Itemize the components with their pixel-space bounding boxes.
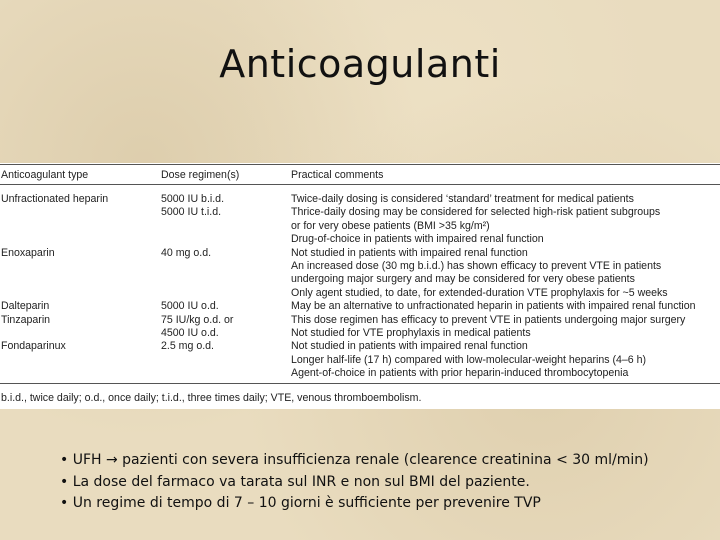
header-practical-comments: Practical comments xyxy=(291,169,384,181)
cell-comment: Not studied for VTE prophylaxis in medical patients xyxy=(291,327,531,339)
table-row xyxy=(0,247,720,260)
table-row xyxy=(0,340,720,353)
cell-comment: Only agent studied, to date, for extended-duration VTE prophylaxis for ~5 weeks xyxy=(291,286,668,299)
anticoagulant-table xyxy=(0,163,720,409)
table-row xyxy=(0,220,720,233)
bullet-item: • UFH → pazienti con severa insufficienza renale (clearence creatinina < 30 ml/min) xyxy=(60,452,649,468)
table-top-rule xyxy=(0,164,720,165)
table-row xyxy=(0,314,720,327)
cell-dose: 40 mg o.d. xyxy=(161,246,212,259)
table-header-row xyxy=(0,169,720,181)
header-anticoagulant-type: Anticoagulant type xyxy=(1,169,89,181)
bullet-list xyxy=(60,450,710,515)
cell-comment: or for very obese patients (BMI >35 kg/m²) xyxy=(291,219,490,232)
cell-anticoagulant: Enoxaparin xyxy=(1,246,55,259)
table-footnote: b.i.d., twice daily; o.d., once daily; t.i.d., three times daily; VTE, venous thromboembolism. xyxy=(1,392,422,404)
cell-comment: Longer half-life (17 h) compared with low-molecular-weight heparins (4–6 h) xyxy=(291,353,647,366)
table-row xyxy=(0,233,720,246)
slide-title: Anticoagulanti xyxy=(219,42,501,86)
cell-dose: 5000 IU t.i.d. xyxy=(161,206,222,219)
cell-comment: This dose regimen has efficacy to prevent VTE in patients undergoing major surgery xyxy=(291,313,686,326)
cell-comment: An increased dose (30 mg b.i.d.) has shown efficacy to prevent VTE in patients xyxy=(291,260,662,272)
cell-dose: 75 IU/kg o.d. or xyxy=(161,313,234,326)
cell-comment: May be an alternative to unfractionated heparin in patients with impaired renal function xyxy=(291,300,696,313)
cell-anticoagulant: Dalteparin xyxy=(1,300,50,313)
header-dose-regimen: Dose regimen(s) xyxy=(161,169,240,181)
table-row xyxy=(0,287,720,300)
cell-comment: Thrice-daily dosing may be considered for selected high-risk patient subgroups xyxy=(291,206,661,219)
cell-comment: Drug-of-choice in patients with impaired renal function xyxy=(291,233,544,246)
table-row xyxy=(0,206,720,219)
table-row xyxy=(0,260,720,273)
cell-anticoagulant: Tinzaparin xyxy=(1,313,51,326)
table-row xyxy=(0,193,720,206)
cell-dose: 4500 IU o.d. xyxy=(161,327,219,339)
table-bottom-rule xyxy=(0,383,720,384)
table-row xyxy=(0,300,720,313)
bullet-item: • La dose del farmaco va tarata sul INR e non sul BMI del paziente. xyxy=(60,473,530,490)
cell-comment: Twice-daily dosing is considered ‘standard’ treatment for medical patients xyxy=(291,193,634,205)
table-row xyxy=(0,354,720,367)
cell-dose: 5000 IU b.i.d. xyxy=(161,193,225,205)
table-header-rule xyxy=(0,184,720,185)
bullet-item: • Un regime di tempo di 7 – 10 giorni è sufficiente per prevenire TVP xyxy=(60,495,541,511)
cell-dose: 2.5 mg o.d. xyxy=(161,340,214,353)
cell-comment: Agent-of-choice in patients with prior heparin-induced thrombocytopenia xyxy=(291,367,629,380)
table-row xyxy=(0,367,720,380)
cell-comment: undergoing major surgery and may be considered for very obese patients xyxy=(291,273,635,286)
cell-comment: Not studied in patients with impaired renal function xyxy=(291,340,528,353)
cell-anticoagulant: Fondaparinux xyxy=(1,340,66,353)
cell-anticoagulant: Unfractionated heparin xyxy=(1,193,109,205)
cell-dose: 5000 IU o.d. xyxy=(161,300,219,313)
table-row xyxy=(0,273,720,286)
cell-comment: Not studied in patients with impaired renal function xyxy=(291,246,528,259)
table-row xyxy=(0,327,720,340)
